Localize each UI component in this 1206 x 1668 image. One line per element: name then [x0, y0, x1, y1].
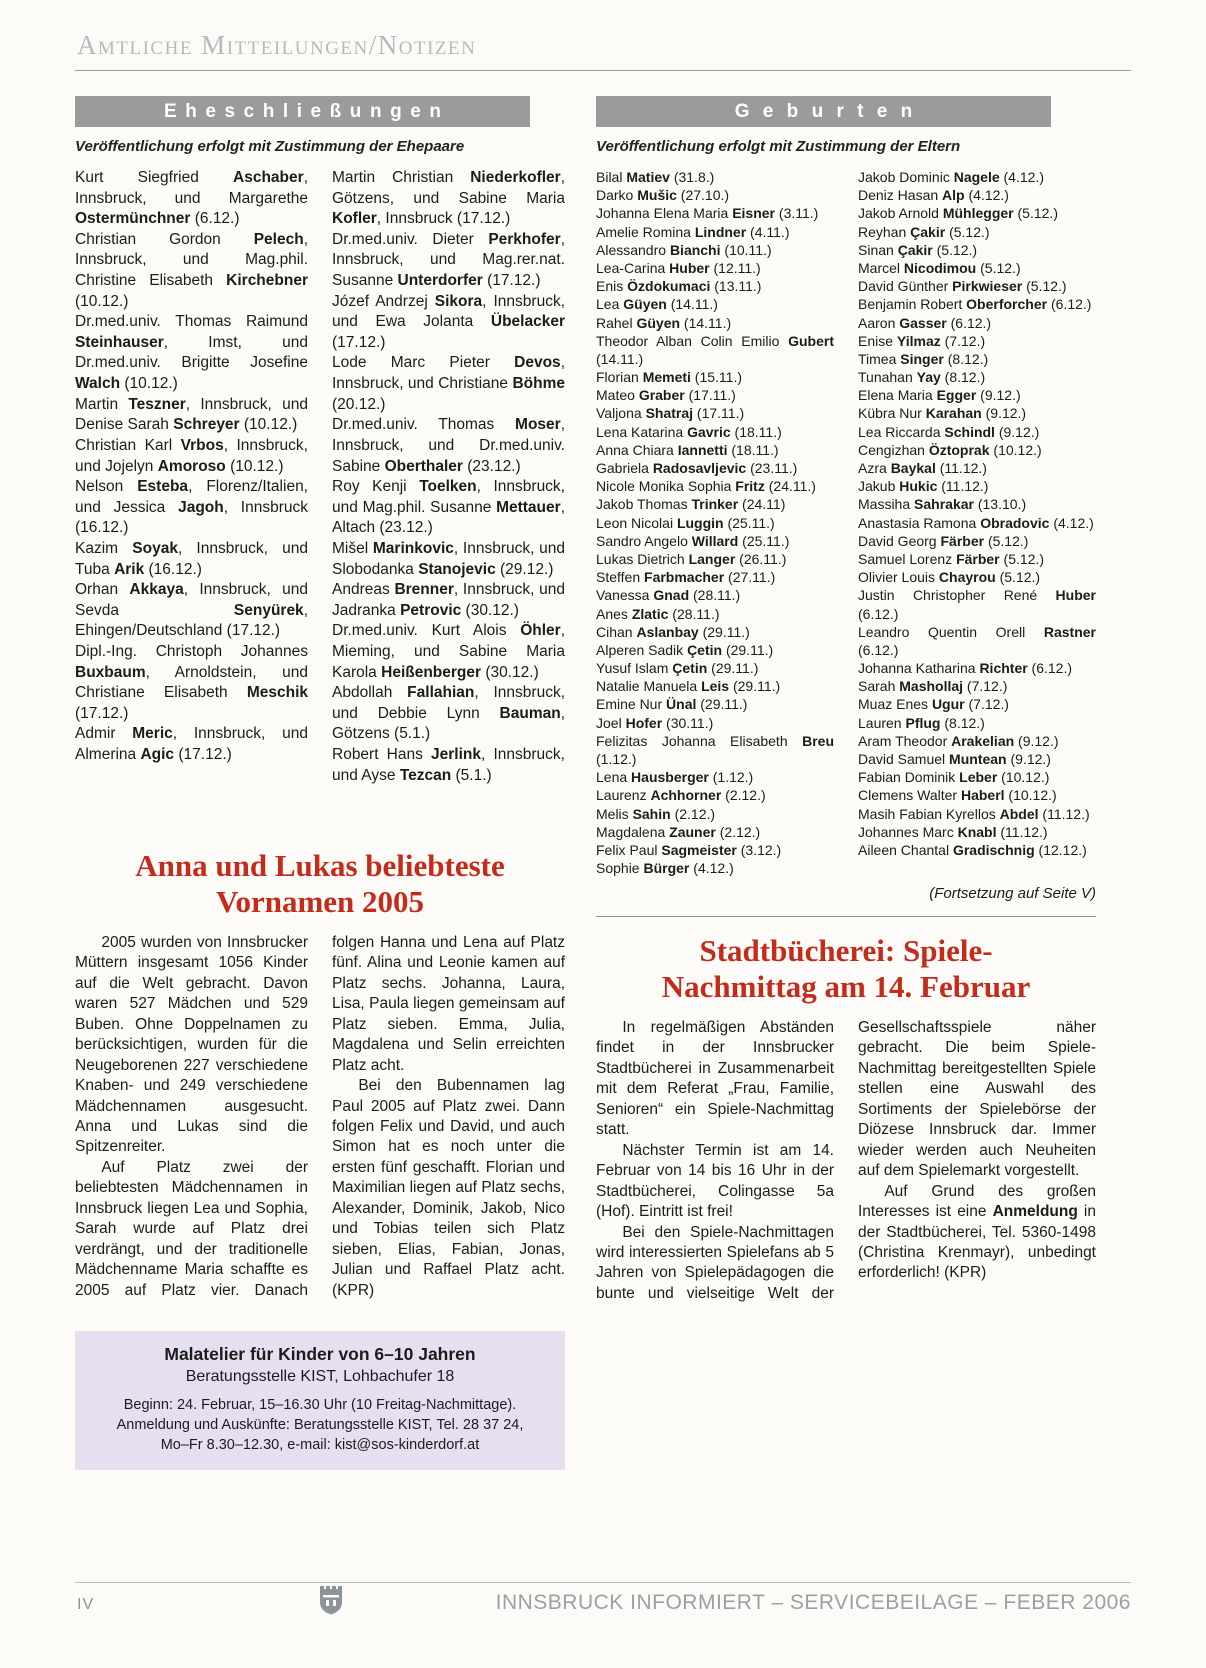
- library-article-headline: [596, 933, 1096, 1004]
- marriages-entry-list: [75, 168, 565, 786]
- marriage-entry: Dr.med.univ. Dieter Perkhofer, Innsbruck, und Mag.rer.nat. Susanne Unterdorfer (17.12.): [332, 230, 565, 290]
- births-continuation-note: (Fortsetzung auf Seite V): [929, 885, 1096, 903]
- names-article-paragraph: 2005 wurden von Innsbrucker Müttern insgesamt 1056 Kinder auf die Welt gebracht. Davon waren 527 Mädchen und 529 Buben. Ohne Doppelnamen zu berücksichtigen, wurden für die Neugeborenen 227 verschiedene Knaben- und 249 verschiedene Mädchennamen ausgesucht. Anna und Lukas sind die Spitzenreiter.: [75, 933, 308, 1156]
- birth-entry: Masih Fabian Kyrellos Abdel (11.12.): [858, 805, 1090, 822]
- birth-entry: Enise Yilmaz (7.12.): [858, 332, 986, 349]
- marriage-entry: Dr.med.univ. Thomas Raimund Steinhauser, Imst, und Dr.med.univ. Brigitte Josefine Walch (10.12.): [75, 313, 308, 393]
- birth-entry: Alperen Sadik Çetin (29.11.): [596, 641, 774, 658]
- birth-entry: Amelie Romina Lindner (4.11.): [596, 223, 790, 240]
- marriage-entry: Dr.med.univ. Kurt Alois Öhler, Mieming, und Sabine Maria Karola Heißenberger (30.12.): [332, 622, 565, 681]
- marriage-entry: Andreas Brenner, Innsbruck, und Jadranka Petrovic (30.12.): [332, 581, 565, 619]
- birth-entry: Gabriela Radosavljevic (23.11.): [596, 460, 798, 476]
- marriage-entry: Robert Hans Jerlink, Innsbruck, und Ayse Tezcan (5.1.): [332, 746, 565, 784]
- birth-entry: Anastasia Ramona Obradovic (4.12.): [858, 514, 1094, 531]
- birth-entry: Theodor Alban Colin Emilio Gubert (14.11.): [596, 332, 834, 367]
- birth-entry: Mateo Graber (17.11.): [596, 387, 736, 404]
- marriage-entry: Christian Gordon Pelech, Innsbruck, und Mag.phil. Christine Elisabeth Kirchebner (10.12.): [75, 230, 308, 310]
- birth-entry: Aileen Chantal Gradischnig (12.12.): [858, 841, 1087, 858]
- marriage-entry: Roy Kenji Toelken, Innsbruck, und Mag.phil. Susanne Mettauer, Altach (23.12.): [332, 478, 565, 537]
- birth-entry: Sandro Angelo Willard (25.11.): [596, 532, 790, 549]
- library-article: [596, 933, 1096, 1304]
- library-headline-line1: Stadtbücherei: Spiele-: [699, 933, 993, 969]
- marriage-entry: Dipl.-Ing. Christoph Johannes Buxbaum, Arnoldstein, und Christiane Elisabeth Meschik (17.12.): [75, 643, 308, 722]
- right-column: [596, 96, 1096, 1304]
- birth-entry: Lauren Pflug (8.12.): [858, 714, 985, 731]
- birth-entry: Sophie Bürger (4.12.): [596, 860, 734, 877]
- library-article-body: [596, 1018, 1096, 1304]
- birth-entry: Leon Nicolai Luggin (25.11.): [596, 514, 775, 531]
- birth-entry: Lea-Carina Huber (12.11.): [596, 259, 761, 276]
- marriage-entry: Mišel Marinkovic, Innsbruck, und Slobodanka Stanojevic (29.12.): [332, 539, 565, 578]
- birth-entry: Marcel Nicodimou (5.12.): [858, 259, 1021, 276]
- marriage-entry: Martin Christian Niederkofler, Götzens, und Sabine Maria Kofler, Innsbruck (17.12.): [332, 169, 565, 228]
- birth-entry: Reyhan Çakir (5.12.): [858, 223, 990, 240]
- birth-entry: Lena Katarina Gavric (18.11.): [596, 423, 782, 440]
- birth-entry: Sinan Çakir (5.12.): [858, 241, 978, 258]
- marriage-entry: Christian Karl Vrbos, Innsbruck, und Jojelyn Amoroso (10.12.): [75, 436, 308, 475]
- library-headline-line2: Nachmittag am 14. Februar: [661, 968, 1031, 1004]
- atelier-box-title: Malatelier für Kinder von 6–10 Jahren: [164, 1344, 476, 1365]
- atelier-box-detail-line: Mo–Fr 8.30–12.30, e-mail: kist@sos-kinderdorf.at: [160, 1437, 480, 1454]
- birth-entry: Florian Memeti (15.11.): [596, 369, 743, 386]
- marriages-title: Eheschließungen: [163, 100, 450, 122]
- birth-entry: Cihan Aslanbay (29.11.): [596, 623, 750, 640]
- birth-entry: David Samuel Muntean (9.12.): [858, 751, 1051, 767]
- birth-entry: Anes Zlatic (28.11.): [596, 605, 720, 622]
- page-number: IV: [77, 1596, 95, 1613]
- names-article-headline: [75, 848, 565, 919]
- birth-entry: Rahel Güyen (14.11.): [596, 314, 732, 331]
- birth-entry: Lea Güyen (14.11.): [596, 296, 718, 313]
- marriages-title-bar: [75, 96, 530, 127]
- birth-entry: Melis Sahin (2.12.): [596, 805, 716, 822]
- names-article-paragraph: Bei den Bubennamen lag Paul 2005 auf Platz zwei. Dann folgen Felix und David, und auch Simon hat es noch unter die ersten fünf geschafft. Florian und Maximilian liegen auf Platz sechs, Alexander, Dominik, Jakob, Nico und Tobias teilen sich Platz sieben, Elias, Fabian, Jonas, Julian und Raffael Platz acht. (KPR): [332, 1077, 565, 1299]
- library-article-paragraph: In regelmäßigen Abständen findet in der Innsbrucker Stadtbücherei in Zusammenarbeit mit dem Referat „Frau, Familie, Senioren“ ein Spiele-Nachmittag statt.: [596, 1018, 834, 1139]
- atelier-box-detail-line: Beginn: 24. Februar, 15–16.30 Uhr (10 Freitag-Nachmittage).: [123, 1397, 517, 1414]
- birth-entry: David Georg Färber (5.12.): [858, 532, 1029, 549]
- marriage-entry: Admir Meric, Innsbruck, und Almerina Agic (17.12.): [75, 725, 308, 764]
- birth-entry: Timea Singer (8.12.): [858, 350, 989, 367]
- birth-entry: Lea Riccarda Schindl (9.12.): [858, 423, 1040, 440]
- birth-entry: Deniz Hasan Alp (4.12.): [858, 187, 1009, 204]
- birth-entry: Benjamin Robert Oberforcher (6.12.): [858, 296, 1092, 313]
- birth-entry: Darko Mušic (27.10.): [596, 187, 730, 204]
- library-article-paragraph: Auf Grund des großen Interesses ist eine Anmeldung in der Stadtbücherei, Tel. 5360-1498 (Christina Krenmayr), unbedingt erforderlich! (KPR): [858, 1182, 1096, 1282]
- birth-entry: Olivier Louis Chayrou (5.12.): [858, 569, 1041, 586]
- birth-entry: Aram Theodor Arakelian (9.12.): [858, 732, 1059, 749]
- birth-entry: Anna Chiara Iannetti (18.11.): [596, 441, 779, 458]
- birth-entry: Aaron Gasser (6.12.): [858, 314, 992, 331]
- birth-entry: Joel Hofer (30.11.): [596, 714, 714, 731]
- marriages-subtitle: Veröffentlichung erfolgt mit Zustimmung der Ehepaare: [75, 138, 465, 155]
- birth-entry: Jakob Dominic Nagele (4.12.): [858, 169, 1044, 185]
- birth-entry: Tunahan Yay (8.12.): [858, 369, 986, 386]
- section-divider: [596, 916, 1096, 917]
- birth-entry: Lukas Dietrich Langer (26.11.): [596, 550, 787, 567]
- birth-entry: Azra Baykal (11.12.): [858, 460, 987, 476]
- names-headline-line2: Vornamen 2005: [215, 883, 425, 919]
- footer-divider: [75, 1582, 1131, 1583]
- birth-entry: Lena Hausberger (1.12.): [596, 769, 754, 786]
- birth-entry: Jakob Thomas Trinker (24.11): [596, 496, 786, 513]
- birth-entry: Jakub Hukic (11.12.): [858, 478, 989, 495]
- birth-entry: Leandro Quentin Orell Rastner (6.12.): [858, 623, 1096, 658]
- atelier-info-box: [75, 1331, 565, 1470]
- birth-entry: Cengizhan Öztoprak (10.12.): [858, 441, 1042, 458]
- birth-entry: Bilal Matiev (31.8.): [596, 169, 715, 185]
- library-article-paragraph: Nächster Termin ist am 14. Februar von 14 bis 16 Uhr in der Stadtbücherei, Colingasse 5a (Hof). Eintritt ist frei!: [596, 1141, 834, 1221]
- birth-entry: Laurenz Achhorner (2.12.): [596, 787, 766, 804]
- birth-entry: Enis Özdokumaci (13.11.): [596, 278, 762, 295]
- birth-entry: Magdalena Zauner (2.12.): [596, 823, 761, 840]
- birth-entry: Felizitas Johanna Elisabeth Breu (1.12.): [596, 732, 834, 767]
- birth-entry: Clemens Walter Haberl (10.12.): [858, 787, 1057, 804]
- birth-entry: Johannes Marc Knabl (11.12.): [858, 823, 1048, 840]
- births-subtitle: Veröffentlichung erfolgt mit Zustimmung der Eltern: [596, 138, 961, 155]
- library-article-paragraph: Bei den Spiele-Nachmittagen wird interessierten Spielefans ab 5 Jahren von Spielepädagogen die bunte und vielseitige Welt der Gesellschaftsspiele näher gebracht. Die beim Spiele-Nachmittag bereitgestellten Spiele stellen eine Auswahl des Sortiments der Spielebörse der Diözese Innsbruck dar. Immer wieder werden auch Neuheiten auf dem Spielemarkt vorgestellt.: [596, 1018, 1096, 1302]
- birth-entry: Massiha Sahrakar (13.10.): [858, 496, 1027, 513]
- birth-entry: Nicole Monika Sophia Fritz (24.11.): [596, 478, 816, 495]
- birth-entry: Elena Maria Egger (9.12.): [858, 387, 1021, 404]
- atelier-box-address: Beratungsstelle KIST, Lohbachufer 18: [185, 1368, 455, 1386]
- marriage-entry: Abdollah Fallahian, Innsbruck, und Debbie Lynn Bauman, Götzens (5.1.): [332, 684, 566, 743]
- birth-entry: Justin Christopher René Huber (6.12.): [858, 587, 1096, 622]
- births-title-bar: [596, 96, 1051, 127]
- marriage-entry: Lode Marc Pieter Devos, Innsbruck, und Christiane Böhme (20.12.): [332, 354, 565, 413]
- birth-entry: Johanna Katharina Richter (6.12.): [858, 660, 1073, 677]
- innsbruck-crest-icon: [318, 1586, 344, 1621]
- left-column: [75, 96, 565, 1470]
- birth-entry: Natalie Manuela Leis (29.11.): [596, 678, 781, 695]
- birth-entry: Fabian Dominik Leber (10.12.): [858, 769, 1050, 786]
- birth-entry: David Günther Pirkwieser (5.12.): [858, 278, 1067, 295]
- birth-entry: Samuel Lorenz Färber (5.12.): [858, 550, 1044, 567]
- publication-footer-title: INNSBRUCK INFORMIERT – SERVICEBEILAGE – FEBER 2006: [495, 1591, 1131, 1614]
- marriage-entry: Józef Andrzej Sikora, Innsbruck, und Ewa Jolanta Übelacker (17.12.): [332, 292, 565, 351]
- marriage-entry: Dr.med.univ. Thomas Moser, Innsbruck, und Dr.med.univ. Sabine Oberthaler (23.12.): [332, 416, 565, 475]
- birth-entry: Sarah Mashollaj (7.12.): [858, 678, 1008, 695]
- names-article-body: [75, 933, 565, 1301]
- atelier-box-detail-line: Anmeldung und Auskünfte: Beratungsstelle KIST, Tel. 28 37 24,: [116, 1417, 524, 1434]
- births-title: Geburten: [734, 100, 926, 122]
- names-article-paragraph: Auf Platz zwei der beliebtesten Mädchennamen in Innsbruck liegen Lea und Sophia, Sarah wurde auf Platz drei verdrängt, und der traditionelle Mädchenname Maria schaffte es 2005 auf Platz vier. Danach folgen Hanna und Lena auf Platz fünf. Alina und Leonie kamen auf Platz sechs. Johanna, Laura, Lisa, Paula liegen gemeinsam auf Platz sieben. Emma, Julia, Magdalena und Selin erreichten Platz acht.: [75, 933, 565, 1299]
- birth-entry: Yusuf Islam Çetin (29.11.): [596, 660, 759, 677]
- marriage-entry: Martin Teszner, Innsbruck, und Denise Sarah Schreyer (10.12.): [75, 395, 308, 434]
- atelier-box-details: [85, 1395, 555, 1455]
- marriage-entry: Kurt Siegfried Aschaber, Innsbruck, und Margarethe Ostermünchner (6.12.): [75, 169, 308, 228]
- birth-entry: Alessandro Bianchi (10.11.): [596, 241, 772, 258]
- birth-entry: Steffen Farbmacher (27.11.): [596, 569, 776, 586]
- births-entry-list: [596, 168, 1096, 877]
- birth-entry: Jakob Arnold Mühlegger (5.12.): [858, 205, 1058, 222]
- birth-entry: Felix Paul Sagmeister (3.12.): [596, 841, 782, 858]
- birth-entry: Kübra Nur Karahan (9.12.): [858, 405, 1027, 422]
- page-kicker: Amtliche Mitteilungen/Notizen: [77, 30, 477, 60]
- marriage-entry: Orhan Akkaya, Innsbruck, und Sevda Senyürek, Ehingen/Deutschland (17.12.): [75, 581, 308, 640]
- names-article: [75, 848, 565, 1301]
- marriage-entry: Kazim Soyak, Innsbruck, und Tuba Arik (16.12.): [75, 539, 308, 578]
- birth-entry: Emine Nur Ünal (29.11.): [596, 696, 748, 713]
- marriage-entry: Nelson Esteba, Florenz/Italien, und Jessica Jagoh, Innsbruck (16.12.): [75, 478, 308, 537]
- birth-entry: Vanessa Gnad (28.11.): [596, 587, 741, 604]
- birth-entry: Muaz Enes Ugur (7.12.): [858, 696, 1009, 713]
- names-headline-line1: Anna und Lukas beliebteste: [135, 848, 505, 884]
- birth-entry: Valjona Shatraj (17.11.): [596, 405, 745, 422]
- header-divider: [75, 70, 1131, 71]
- birth-entry: Johanna Elena Maria Eisner (3.11.): [596, 205, 819, 222]
